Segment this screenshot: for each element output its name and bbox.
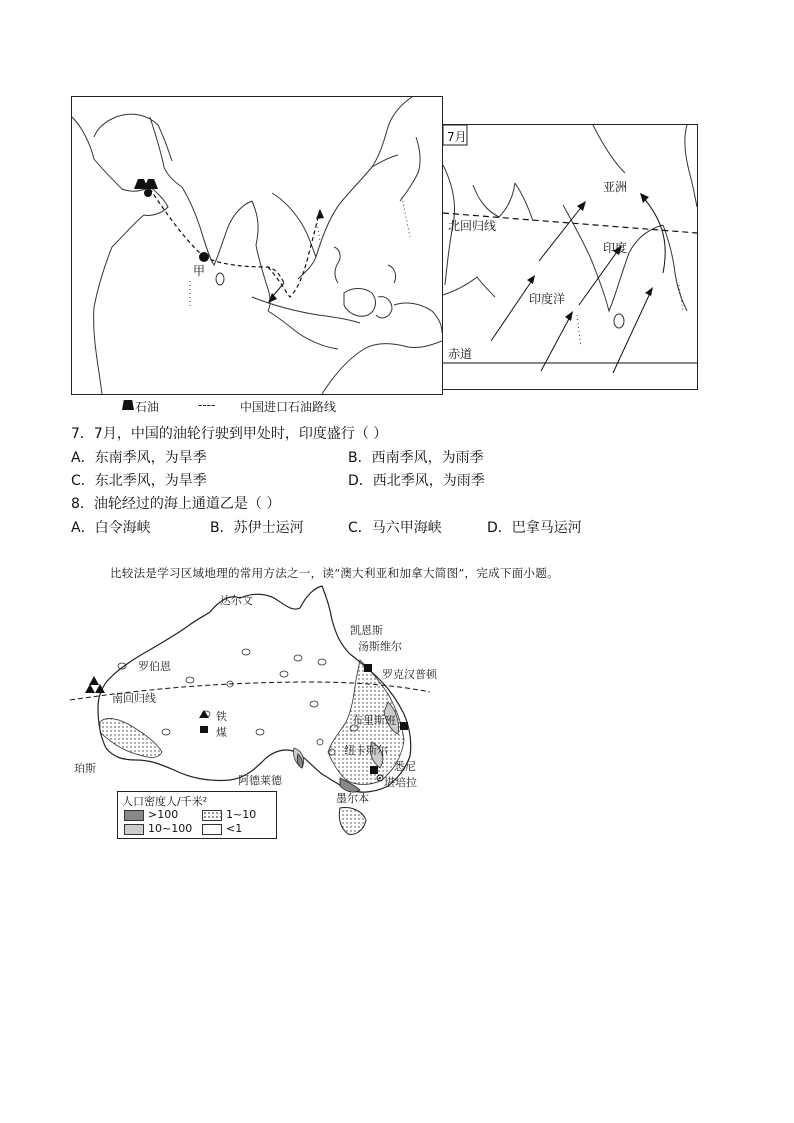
- swatch-1-10: [202, 810, 222, 821]
- population-legend: [117, 791, 277, 839]
- q8-option-a[interactable]: A．白令海峡: [71, 520, 151, 536]
- coal-icon: [370, 766, 378, 774]
- q7-option-b[interactable]: B．西南季风，为雨季: [348, 450, 484, 466]
- july-monsoon-map: [442, 124, 698, 390]
- oil-well-icon: [144, 179, 158, 189]
- q7-option-d[interactable]: D．西北季风，为雨季: [348, 473, 485, 489]
- label-cairns: 凯恩斯: [350, 624, 383, 637]
- label-indian-ocean: 印度洋: [529, 292, 566, 306]
- july-monsoon-map-svg: [443, 125, 697, 389]
- legend-iron: 铁: [216, 710, 227, 723]
- iron-icon: [89, 676, 99, 685]
- label-townsville: 汤斯维尔: [358, 640, 402, 653]
- legend-oil: 石油: [135, 400, 160, 414]
- q8-option-d[interactable]: D．巴拿马运河: [487, 520, 582, 536]
- legend-coal: 煤: [216, 726, 227, 739]
- swatch-gt100: [124, 810, 144, 821]
- oil-route-map-svg: [72, 97, 442, 394]
- label-tropic: 北回归线: [448, 219, 497, 233]
- label-equator: 赤道: [448, 347, 473, 361]
- label-tropic-south: 南回归线: [112, 692, 156, 705]
- legend-d3: 10~100: [148, 822, 193, 835]
- legend-title: 人口密度人/千米²: [122, 795, 208, 808]
- coal-icon: [400, 722, 408, 730]
- label-roebourne: 罗伯恩: [138, 660, 171, 673]
- q8-option-c[interactable]: C．马六甲海峡: [348, 520, 442, 536]
- label-month: 7月: [447, 130, 467, 144]
- label-canberra: 堪培拉: [384, 776, 417, 789]
- q7-stem: 7．7月，中国的油轮行驶到甲处时，印度盛行（ ）: [71, 426, 388, 442]
- q8-stem: 8．油轮经过的海上通道乙是（ ）: [71, 496, 281, 512]
- label-asia: 亚洲: [603, 180, 628, 194]
- legend-route-dash: ----: [198, 398, 216, 412]
- swatch-10-100: [124, 824, 144, 835]
- swatch-lt1: [202, 824, 222, 835]
- label-darwin: 达尔文: [220, 594, 253, 607]
- coal-icon: [364, 664, 372, 672]
- q7-option-a[interactable]: A．东南季风，为旱季: [71, 450, 207, 466]
- legend-route: 中国进口石油路线: [240, 400, 337, 414]
- q8-option-b[interactable]: B．苏伊士运河: [210, 520, 304, 536]
- label-melbourne: 墨尔本: [336, 792, 369, 805]
- label-sydney: 悉尼: [394, 760, 416, 773]
- label-brisbane: 布里斯班: [352, 714, 396, 727]
- section-intro: 比较法是学习区域地理的常用方法之一，读“澳大利亚和加拿大简图”，完成下面小题。: [110, 566, 559, 580]
- legend-d4: <1: [226, 822, 243, 835]
- label-adelaide: 阿德莱德: [238, 774, 282, 787]
- oil-legend-icon: [122, 400, 134, 410]
- label-india: 印度: [603, 241, 628, 255]
- legend-d2: 1~10: [226, 808, 257, 821]
- label-jia: 甲: [193, 264, 206, 278]
- iron-icon: [85, 684, 95, 693]
- legend-d1: >100: [148, 808, 179, 821]
- q7-option-c[interactable]: C．东北季风，为旱季: [71, 473, 207, 489]
- label-rockhampton: 罗克汉普顿: [382, 668, 437, 681]
- label-newcastle: 纽卡斯尔: [344, 744, 388, 757]
- label-perth: 珀斯: [74, 762, 96, 775]
- oil-route-map: [71, 96, 443, 395]
